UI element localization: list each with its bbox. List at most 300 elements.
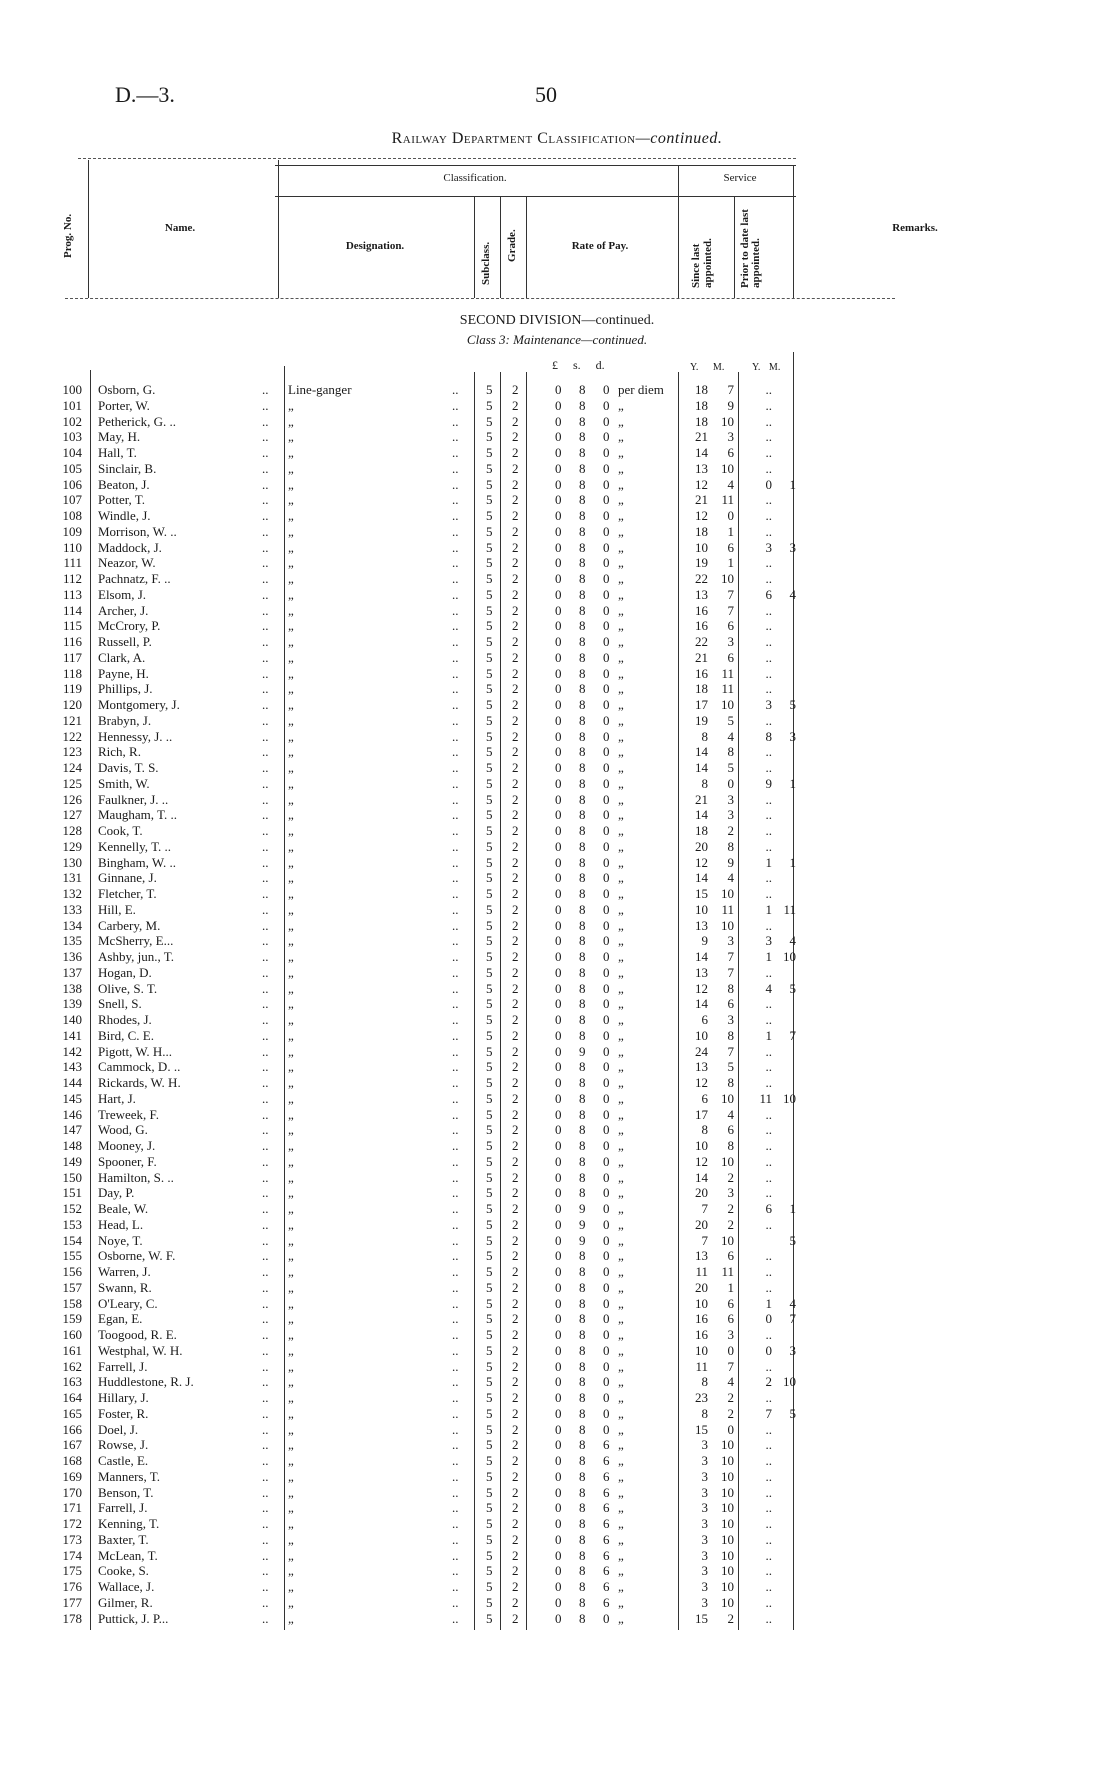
subclass-cell: 5 [486, 1579, 493, 1594]
page-title [0, 130, 1114, 148]
service-since-years-cell: 8 [701, 1122, 708, 1138]
leader-dots: .. [452, 1594, 459, 1610]
grade-cell: 2 [512, 1248, 519, 1264]
designation-cell: „ [288, 980, 294, 996]
pay-shillings-cell: 8 [579, 1264, 586, 1279]
service-since-years-cell: 14 [695, 870, 708, 886]
subclass-cell: 5 [486, 634, 493, 649]
pay-shillings-cell: 8 [579, 1169, 586, 1185]
prog-no-cell: 129 [62, 838, 82, 854]
table-row [0, 508, 1114, 524]
subclass-cell: 5 [486, 1484, 493, 1500]
pay-note-cell: „ [618, 586, 624, 602]
table-body [0, 382, 1114, 1626]
pay-pounds-cell: 0 [555, 1138, 562, 1153]
service-units-since: Y. M. [690, 362, 725, 373]
service-since-years-cell: 19 [695, 712, 708, 728]
leader-dots: .. [262, 1358, 269, 1374]
name-cell: Hennessy, J. .. [98, 728, 173, 744]
title-main: Railway Department Classification [391, 130, 636, 147]
prog-no-cell: 174 [62, 1547, 82, 1563]
service-since-months-cell: 0 [727, 775, 734, 791]
pay-shillings-cell: 8 [579, 1484, 586, 1500]
grade-cell: 2 [512, 1390, 519, 1405]
service-prior-years-cell: .. [765, 1358, 772, 1374]
service-since-years-cell: 3 [701, 1500, 708, 1516]
service-since-years-cell: 12 [695, 508, 708, 523]
designation-cell: „ [288, 1500, 294, 1516]
subclass-cell: 5 [486, 1547, 493, 1563]
pay-pounds-cell: 0 [555, 964, 562, 980]
pay-note-cell: „ [618, 1295, 624, 1311]
pay-shillings-cell: 8 [579, 712, 586, 728]
designation-cell: „ [288, 1201, 294, 1216]
service-prior-years-cell: .. [765, 602, 772, 618]
designation-cell: „ [288, 665, 294, 681]
service-since-years-cell: 14 [695, 1169, 708, 1185]
pay-note-cell: „ [618, 681, 624, 697]
pay-pence-cell: 0 [603, 397, 610, 413]
name-cell: Olive, S. T. [98, 980, 158, 996]
service-since-months-cell: 10 [721, 460, 734, 476]
grade-cell: 2 [512, 397, 519, 413]
service-since-years-cell: 21 [695, 429, 708, 445]
table-row [0, 839, 1114, 855]
table-row [0, 981, 1114, 997]
service-since-years-cell: 12 [695, 1075, 708, 1090]
table-row [0, 1075, 1114, 1091]
pay-shillings-cell: 8 [579, 980, 586, 996]
leader-dots: .. [262, 1547, 269, 1563]
service-prior-years-cell: .. [765, 838, 772, 854]
grade-cell: 2 [512, 1358, 519, 1374]
service-since-months-cell: 4 [727, 728, 734, 744]
pay-pounds-cell: 0 [555, 1579, 562, 1594]
leader-dots: .. [262, 397, 269, 413]
grade-cell: 2 [512, 980, 519, 996]
page-number: 50 [535, 82, 557, 107]
pay-shillings-cell: 8 [579, 996, 586, 1012]
pay-note-cell: „ [618, 571, 624, 586]
prog-no-cell: 175 [62, 1563, 82, 1579]
service-since-months-cell: 6 [727, 539, 734, 555]
prog-no-cell: 178 [62, 1610, 82, 1626]
service-prior-months-cell: 5 [789, 980, 796, 996]
designation-cell: „ [288, 870, 294, 886]
leader-dots: .. [452, 649, 459, 665]
pay-pence-cell: 0 [603, 382, 610, 397]
designation-cell: „ [288, 602, 294, 618]
leader-dots: .. [452, 917, 459, 933]
leader-dots: .. [262, 618, 269, 634]
name-cell: Day, P. [98, 1185, 135, 1201]
prog-no-cell: 137 [62, 964, 82, 980]
leader-dots: .. [262, 1453, 269, 1468]
prog-no-cell: 165 [62, 1405, 82, 1421]
pay-shillings-cell: 9 [579, 1232, 586, 1248]
service-since-months-cell: 10 [721, 1232, 734, 1248]
name-cell: Mooney, J. [98, 1138, 156, 1153]
grade-cell: 2 [512, 1012, 519, 1027]
pay-pence-cell: 0 [603, 996, 610, 1012]
grade-cell: 2 [512, 586, 519, 602]
service-prior-years-cell: 1 [765, 854, 772, 870]
name-cell: Puttick, J. P... [98, 1610, 169, 1626]
leader-dots: .. [452, 901, 459, 917]
leader-dots: .. [452, 697, 459, 712]
service-since-months-cell: 10 [721, 917, 734, 933]
pay-note-cell: „ [618, 744, 624, 760]
leader-dots: .. [262, 1012, 269, 1027]
grade-cell: 2 [512, 1563, 519, 1579]
leader-dots: .. [452, 1405, 459, 1421]
grade-cell: 2 [512, 618, 519, 634]
prog-no-cell: 112 [62, 571, 82, 586]
pay-pounds-cell: 0 [555, 649, 562, 665]
pay-shillings-cell: 8 [579, 1500, 586, 1516]
service-since-years-cell: 10 [695, 901, 708, 917]
service-since-months-cell: 10 [721, 1563, 734, 1579]
service-since-months-cell: 3 [727, 1012, 734, 1027]
service-prior-years-cell: .. [765, 807, 772, 823]
pay-pence-cell: 0 [603, 602, 610, 618]
pay-pence-cell: 0 [603, 744, 610, 760]
pay-shillings-cell: 8 [579, 492, 586, 508]
service-since-months-cell: 3 [727, 429, 734, 445]
table-row [0, 1044, 1114, 1060]
pay-note-cell: „ [618, 775, 624, 791]
service-prior-years-cell: .. [765, 996, 772, 1012]
service-since-years-cell: 10 [695, 539, 708, 555]
name-cell: Snell, S. [98, 996, 142, 1012]
pay-pence-cell: 0 [603, 1059, 610, 1075]
leader-dots: .. [262, 775, 269, 791]
grade-cell: 2 [512, 445, 519, 460]
table-row [0, 1170, 1114, 1186]
pay-pounds-cell: 0 [555, 413, 562, 429]
name-cell: Hall, T. [98, 445, 137, 460]
leader-dots: .. [452, 1295, 459, 1311]
designation-cell: „ [288, 901, 294, 917]
pay-pence-cell: 0 [603, 949, 610, 964]
service-prior-years-cell: 1 [765, 901, 772, 917]
prog-no-cell: 105 [62, 460, 82, 476]
designation-cell: „ [288, 823, 294, 838]
grade-cell: 2 [512, 1090, 519, 1106]
grade-cell: 2 [512, 760, 519, 775]
pay-pounds-cell: 0 [555, 1453, 562, 1468]
service-since-years-cell: 21 [695, 649, 708, 665]
leader-dots: .. [262, 823, 269, 838]
pay-pence-cell: 0 [603, 1421, 610, 1437]
service-prior-months-cell: 3 [789, 1342, 796, 1358]
service-since-years-cell: 3 [701, 1531, 708, 1547]
pay-pounds-cell: 0 [555, 823, 562, 838]
grade-cell: 2 [512, 1516, 519, 1531]
leader-dots: .. [262, 602, 269, 618]
service-since-years-cell: 18 [695, 382, 708, 397]
grade-cell: 2 [512, 1232, 519, 1248]
service-since-years-cell: 13 [695, 586, 708, 602]
name-cell: Hamilton, S. .. [98, 1169, 174, 1185]
table-row [0, 933, 1114, 949]
grade-cell: 2 [512, 1043, 519, 1059]
subclass-cell: 5 [486, 838, 493, 854]
service-since-years-cell: 6 [701, 1012, 708, 1027]
service-since-years-cell: 15 [695, 1421, 708, 1437]
leader-dots: .. [452, 1075, 459, 1090]
subclass-cell: 5 [486, 1043, 493, 1059]
prog-no-cell: 134 [62, 917, 82, 933]
grade-cell: 2 [512, 1421, 519, 1437]
pay-note-cell: „ [618, 649, 624, 665]
service-since-years-cell: 20 [695, 838, 708, 854]
pay-pounds-cell: 0 [555, 1043, 562, 1059]
pay-pounds-cell: 0 [555, 665, 562, 681]
pay-shillings-cell: 8 [579, 523, 586, 539]
grade-cell: 2 [512, 1153, 519, 1169]
pay-pounds-cell: 0 [555, 1374, 562, 1390]
designation-cell: „ [288, 949, 294, 964]
table-row [0, 823, 1114, 839]
pay-note-cell: „ [618, 1453, 624, 1468]
name-cell: Foster, R. [98, 1405, 149, 1421]
service-since-years-cell: 22 [695, 634, 708, 649]
service-since-years-cell: 14 [695, 996, 708, 1012]
service-prior-years-cell: 1 [765, 1295, 772, 1311]
pay-note-cell: „ [618, 1169, 624, 1185]
pay-pounds-cell: 0 [555, 1531, 562, 1547]
pay-note-cell: „ [618, 1531, 624, 1547]
pay-note-cell: „ [618, 1405, 624, 1421]
service-prior-years-cell: .. [765, 665, 772, 681]
pay-note-cell: „ [618, 413, 624, 429]
subclass-cell: 5 [486, 445, 493, 460]
service-since-months-cell: 6 [727, 1248, 734, 1264]
pay-shillings-cell: 8 [579, 460, 586, 476]
pay-pounds-cell: 0 [555, 697, 562, 712]
pay-pounds-cell: 0 [555, 476, 562, 492]
service-since-months-cell: 2 [727, 1610, 734, 1626]
designation-cell: „ [288, 1012, 294, 1027]
pay-shillings-cell: 8 [579, 1390, 586, 1405]
pay-note-cell: „ [618, 1264, 624, 1279]
subclass-cell: 5 [486, 1358, 493, 1374]
table-row [0, 1437, 1114, 1453]
service-since-months-cell: 3 [727, 791, 734, 807]
pay-shillings-cell: 8 [579, 1610, 586, 1626]
leader-dots: .. [452, 775, 459, 791]
subclass-cell: 5 [486, 1012, 493, 1027]
leader-dots: .. [262, 901, 269, 917]
leader-dots: .. [452, 1547, 459, 1563]
prog-no-cell: 103 [62, 429, 82, 445]
pay-pounds-cell: 0 [555, 1232, 562, 1248]
service-since-months-cell: 4 [727, 476, 734, 492]
pay-pence-cell: 0 [603, 539, 610, 555]
name-cell: O'Leary, C. [98, 1295, 158, 1311]
leader-dots: .. [452, 1169, 459, 1185]
leader-dots: .. [262, 1594, 269, 1610]
pay-note-cell: „ [618, 1106, 624, 1122]
pay-pounds-cell: 0 [555, 1279, 562, 1295]
service-since-years-cell: 22 [695, 571, 708, 586]
table-row [0, 524, 1114, 540]
leader-dots: .. [262, 1500, 269, 1516]
table-row [0, 1500, 1114, 1516]
leader-dots: .. [452, 429, 459, 445]
pay-pence-cell: 0 [603, 1185, 610, 1201]
pay-note-cell: „ [618, 712, 624, 728]
service-since-months-cell: 7 [727, 1358, 734, 1374]
service-since-months-cell: 3 [727, 1327, 734, 1342]
class-heading: Class 3: Maintenance—continued. [466, 332, 648, 347]
pay-shillings-cell: 8 [579, 1358, 586, 1374]
subclass-cell: 5 [486, 1327, 493, 1342]
service-prior-years-cell: .. [765, 1531, 772, 1547]
pay-note-cell: „ [618, 1327, 624, 1342]
leader-dots: .. [452, 413, 459, 429]
pay-pounds-cell: 0 [555, 1090, 562, 1106]
pay-pounds-cell: 0 [555, 555, 562, 571]
service-prior-years-cell: .. [765, 508, 772, 523]
subclass-cell: 5 [486, 1610, 493, 1626]
pay-note-cell: „ [618, 445, 624, 460]
subclass-cell: 5 [486, 1468, 493, 1484]
pay-pounds-cell: 0 [555, 886, 562, 901]
leader-dots: .. [452, 555, 459, 571]
pay-shillings-cell: 8 [579, 1012, 586, 1027]
name-cell: Faulkner, J. .. [98, 791, 169, 807]
pay-pounds-cell: 0 [555, 508, 562, 523]
leader-dots: .. [452, 1311, 459, 1327]
pay-pounds-cell: 0 [555, 1547, 562, 1563]
prog-no-cell: 119 [62, 681, 82, 697]
table-row [0, 681, 1114, 697]
service-prior-years-cell: .. [765, 823, 772, 838]
leader-dots: .. [452, 571, 459, 586]
service-since-months-cell: 0 [727, 1342, 734, 1358]
subclass-cell: 5 [486, 413, 493, 429]
name-cell: Hill, E. [98, 901, 136, 917]
leader-dots: .. [452, 744, 459, 760]
designation-cell: „ [288, 586, 294, 602]
name-cell: Russell, P. [98, 634, 152, 649]
title-continued: —continued. [635, 130, 723, 147]
pay-pence-cell: 0 [603, 476, 610, 492]
service-since-months-cell: 2 [727, 1390, 734, 1405]
pay-note-cell: „ [618, 917, 624, 933]
subclass-cell: 5 [486, 429, 493, 445]
table-row [0, 870, 1114, 886]
prog-no-cell: 117 [62, 649, 82, 665]
pay-pounds-cell: 0 [555, 523, 562, 539]
leader-dots: .. [262, 1390, 269, 1405]
grade-cell: 2 [512, 1027, 519, 1043]
table-row [0, 666, 1114, 682]
table-row [0, 1185, 1114, 1201]
subclass-cell: 5 [486, 917, 493, 933]
service-prior-years-cell: .. [765, 870, 772, 886]
subclass-cell: 5 [486, 382, 493, 397]
pay-shillings-cell: 8 [579, 1579, 586, 1594]
pay-pounds-cell: 0 [555, 728, 562, 744]
subclass-cell: 5 [486, 618, 493, 634]
designation-cell: „ [288, 775, 294, 791]
prog-no-cell: 161 [62, 1342, 82, 1358]
service-prior-years-cell: .. [765, 634, 772, 649]
pay-shillings-cell: 8 [579, 1153, 586, 1169]
grade-cell: 2 [512, 1547, 519, 1563]
service-since-months-cell: 11 [721, 1264, 734, 1279]
leader-dots: .. [262, 712, 269, 728]
prog-no-cell: 132 [62, 886, 82, 901]
pay-note-cell: „ [618, 1484, 624, 1500]
grade-cell: 2 [512, 1264, 519, 1279]
pay-pence-cell: 6 [603, 1563, 610, 1579]
subclass-cell: 5 [486, 697, 493, 712]
service-since-months-cell: 0 [727, 1421, 734, 1437]
leader-dots: .. [452, 1374, 459, 1390]
grade-cell: 2 [512, 854, 519, 870]
pay-pounds-cell: 0 [555, 618, 562, 634]
service-since-months-cell: 2 [727, 1405, 734, 1421]
table-row [0, 744, 1114, 760]
grade-cell: 2 [512, 634, 519, 649]
service-since-years-cell: 20 [695, 1216, 708, 1232]
service-since-years-cell: 3 [701, 1516, 708, 1531]
leader-dots: .. [452, 1216, 459, 1232]
pay-shillings-cell: 8 [579, 760, 586, 775]
leader-dots: .. [452, 1279, 459, 1295]
prog-no-cell: 148 [62, 1138, 82, 1153]
service-since-months-cell: 8 [727, 1075, 734, 1090]
designation-cell: „ [288, 807, 294, 823]
designation-cell: „ [288, 1185, 294, 1201]
name-cell: Osborn, G. [98, 382, 156, 397]
service-since-years-cell: 18 [695, 523, 708, 539]
pay-pounds-cell: 0 [555, 1437, 562, 1453]
prog-no-cell: 133 [62, 901, 82, 917]
pay-pounds-cell: 0 [555, 1421, 562, 1437]
leader-dots: .. [452, 1248, 459, 1264]
subclass-cell: 5 [486, 523, 493, 539]
leader-dots: .. [452, 1358, 459, 1374]
pay-shillings-cell: 8 [579, 949, 586, 964]
table-row [0, 1138, 1114, 1154]
prog-no-cell: 166 [62, 1421, 82, 1437]
pay-pounds-cell: 0 [555, 791, 562, 807]
pay-shillings-cell: 8 [579, 1295, 586, 1311]
service-since-years-cell: 12 [695, 980, 708, 996]
service-since-years-cell: 3 [701, 1579, 708, 1594]
prog-no-cell: 167 [62, 1437, 82, 1453]
pay-note-cell: „ [618, 523, 624, 539]
header-classification: Classification. [443, 172, 507, 184]
service-since-months-cell: 8 [727, 1138, 734, 1153]
pay-pence-cell: 0 [603, 823, 610, 838]
leader-dots: .. [262, 1374, 269, 1390]
name-cell: Spooner, F. [98, 1153, 157, 1169]
pay-pence-cell: 0 [603, 1027, 610, 1043]
leader-dots: .. [262, 996, 269, 1012]
pay-note-cell: „ [618, 1342, 624, 1358]
designation-cell: „ [288, 760, 294, 775]
header-name: Name. [164, 222, 196, 234]
service-since-months-cell: 10 [721, 1437, 734, 1453]
service-since-years-cell: 12 [695, 476, 708, 492]
leader-dots: .. [262, 807, 269, 823]
